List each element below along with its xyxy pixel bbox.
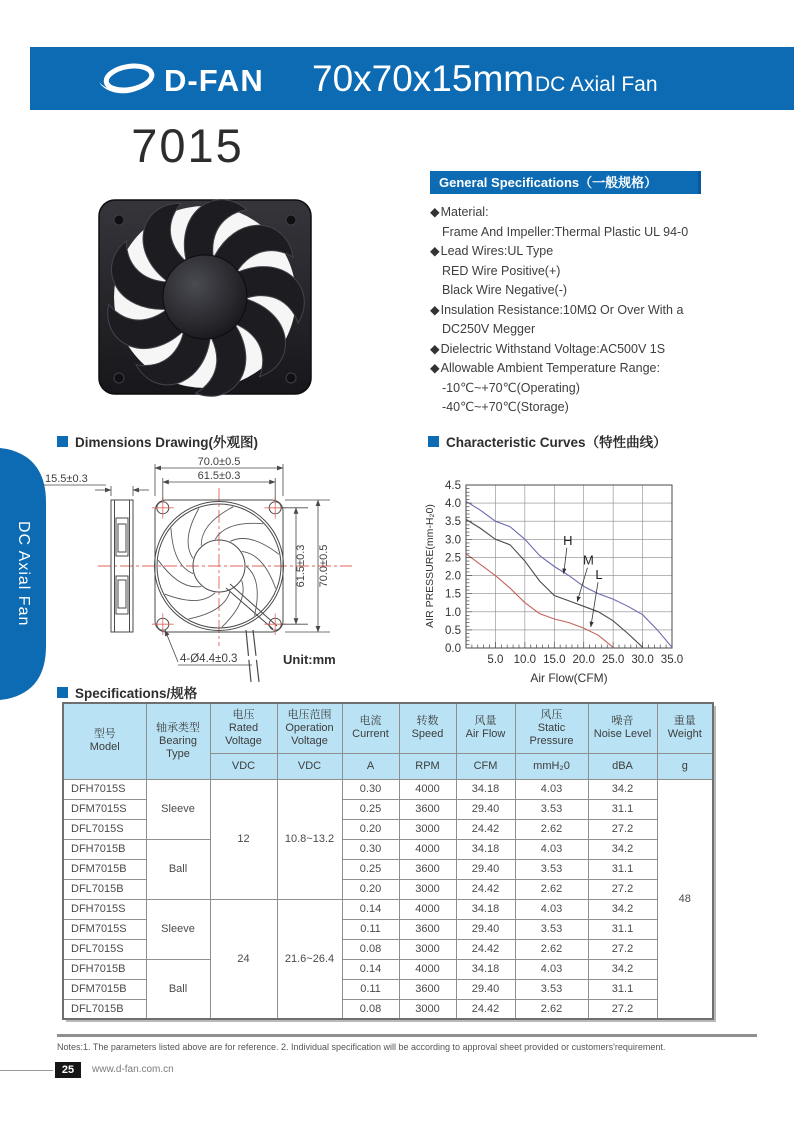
- speed-cell: 4000: [399, 899, 456, 919]
- current-cell: 0.25: [342, 859, 399, 879]
- dimensions-section-title: Dimensions Drawing(外观图): [75, 435, 259, 450]
- svg-text:2.0: 2.0: [445, 570, 461, 583]
- spec-line: ◆Dielectric Withstand Voltage:AC500V 1S: [430, 341, 666, 356]
- bearing-cell: Sleeve: [146, 899, 210, 959]
- blue-square-icon: [428, 436, 439, 447]
- general-specs-list: [430, 203, 788, 418]
- airflow-cell: 34.18: [456, 779, 515, 799]
- spec-line: Frame And Impeller:Thermal Plastic UL 94-0: [442, 224, 689, 239]
- col-header-bearing-type: 轴承类型 Bearing Type: [146, 703, 210, 779]
- model-cell: DFM7015B: [63, 979, 146, 999]
- operation-voltage-cell: 21.6~26.4: [277, 899, 342, 1019]
- speed-cell: 3600: [399, 919, 456, 939]
- curves-section-header: [428, 431, 667, 451]
- col-unit: VDC: [277, 753, 342, 779]
- bearing-cell: Ball: [146, 839, 210, 899]
- current-cell: 0.20: [342, 879, 399, 899]
- spec-table: [62, 702, 714, 1020]
- svg-text:2.5: 2.5: [445, 552, 461, 565]
- svg-text:4.0: 4.0: [445, 498, 461, 511]
- noise-cell: 27.2: [588, 819, 657, 839]
- current-cell: 0.20: [342, 819, 399, 839]
- svg-text:4.5: 4.5: [445, 480, 461, 492]
- spec-line: DC250V Megger: [442, 322, 536, 336]
- bearing-cell: Ball: [146, 959, 210, 1019]
- speed-cell: 3600: [399, 859, 456, 879]
- side-tab-label: DC Axial Fan: [15, 521, 32, 627]
- noise-cell: 34.2: [588, 839, 657, 859]
- page-number-badge: 25: [55, 1062, 81, 1078]
- airflow-cell: 24.42: [456, 999, 515, 1019]
- noise-cell: 31.1: [588, 919, 657, 939]
- current-cell: 0.14: [342, 899, 399, 919]
- current-cell: 0.30: [342, 839, 399, 859]
- col-unit: VDC: [210, 753, 277, 779]
- model-cell: DFM7015S: [63, 799, 146, 819]
- noise-cell: 31.1: [588, 979, 657, 999]
- noise-cell: 31.1: [588, 799, 657, 819]
- col-unit: RPM: [399, 753, 456, 779]
- model-cell: DFL7015B: [63, 879, 146, 899]
- curve-chart-svg: [420, 460, 780, 690]
- lead-wires: [246, 630, 259, 682]
- blue-square-icon: [57, 687, 68, 698]
- screw-hole: [114, 215, 124, 225]
- svg-text:20.0: 20.0: [572, 654, 595, 666]
- spec-line: -10℃~+70℃(Operating): [442, 380, 580, 395]
- curves-section-title: Characteristic Curves（特性曲线）: [446, 435, 667, 450]
- model-cell: DFM7015S: [63, 919, 146, 939]
- speed-cell: 3000: [399, 879, 456, 899]
- weight-cell: 48: [657, 779, 713, 1019]
- col-header-speed: 转数 Speed: [399, 703, 456, 753]
- fan-hub: [163, 255, 247, 339]
- rated-voltage-cell: 24: [210, 899, 277, 1019]
- current-cell: 0.25: [342, 799, 399, 819]
- pressure-cell: 3.53: [515, 859, 588, 879]
- col-unit: mmH₂0: [515, 753, 588, 779]
- model-cell: DFH7015B: [63, 959, 146, 979]
- rated-voltage-cell: 12: [210, 779, 277, 899]
- operation-voltage-cell: 10.8~13.2: [277, 779, 342, 899]
- airflow-cell: 34.18: [456, 959, 515, 979]
- noise-cell: 31.1: [588, 859, 657, 879]
- col-header-operation-voltage: 电压范围 Operation Voltage: [277, 703, 342, 753]
- svg-text:10.0: 10.0: [513, 654, 537, 666]
- chart-curve-labels: [563, 533, 603, 627]
- col-unit: g: [657, 753, 713, 779]
- chart-series: [466, 501, 672, 647]
- pressure-cell: 3.53: [515, 979, 588, 999]
- curve-H: [466, 501, 672, 647]
- current-cell: 0.08: [342, 939, 399, 959]
- airflow-cell: 24.42: [456, 879, 515, 899]
- chart-grid: [466, 485, 672, 648]
- col-header-weight: 重量 Weight: [657, 703, 713, 753]
- pressure-cell: 4.03: [515, 779, 588, 799]
- speed-cell: 3000: [399, 999, 456, 1019]
- noise-cell: 27.2: [588, 999, 657, 1019]
- model-cell: DFL7015S: [63, 819, 146, 839]
- noise-cell: 27.2: [588, 939, 657, 959]
- spec-table-head: [63, 703, 713, 779]
- bearing-cell: Sleeve: [146, 779, 210, 839]
- dimensions-drawing: [40, 452, 410, 687]
- pressure-cell: 2.62: [515, 879, 588, 899]
- blue-square-icon: [57, 436, 68, 447]
- curve-label-M: M: [583, 552, 594, 568]
- spec-line: RED Wire Positive(+): [442, 263, 561, 278]
- current-cell: 0.11: [342, 919, 399, 939]
- col-header-rated-voltage: 电压 Rated Voltage: [210, 703, 277, 753]
- spec-line: ◆Material:: [430, 205, 489, 219]
- noise-cell: 34.2: [588, 779, 657, 799]
- current-cell: 0.11: [342, 979, 399, 999]
- airflow-cell: 29.40: [456, 799, 515, 819]
- footer-line: [0, 1070, 53, 1071]
- notes-divider: [57, 1034, 757, 1037]
- dim-hole-pitch-h: 61.5±0.3: [197, 470, 241, 482]
- airflow-cell: 34.18: [456, 839, 515, 859]
- spec-line: ◆Lead Wires:UL Type: [430, 244, 554, 258]
- model-cell: DFL7015B: [63, 999, 146, 1019]
- dim-outer-height: 70.0±0.5: [318, 544, 330, 588]
- noise-cell: 27.2: [588, 879, 657, 899]
- dim-hole-pitch-v: 61.5±0.3: [295, 544, 307, 588]
- chart-xlabel: Air Flow(CFM): [530, 671, 608, 685]
- svg-text:0.5: 0.5: [445, 624, 461, 637]
- spec-line: -40℃~+70℃(Storage): [442, 400, 569, 414]
- spec-line: Black Wire Negative(-): [442, 283, 568, 297]
- current-cell: 0.14: [342, 959, 399, 979]
- dfan-logo-icon: [96, 60, 158, 98]
- spec-line: ◆Insulation Resistance:10MΩ Or Over With a: [430, 302, 684, 317]
- spec-line: ◆Allowable Ambient Temperature Range:: [430, 361, 660, 375]
- website-url: www.d-fan.com.cn: [92, 1064, 174, 1075]
- spec-row: [63, 839, 713, 859]
- pressure-cell: 2.62: [515, 999, 588, 1019]
- svg-text:0.0: 0.0: [445, 643, 461, 655]
- dimension-lines: [43, 464, 330, 665]
- specs-section-title: Specifications/规格: [75, 686, 198, 701]
- diamond-bullet-icon: ◆: [430, 244, 440, 258]
- speed-cell: 3600: [399, 799, 456, 819]
- notes-text: Notes:1. The parameters listed above are for reference. 2. Individual specification will be according to approval sheet provided or customers'requirement.: [57, 1042, 666, 1052]
- svg-text:1.5: 1.5: [445, 588, 461, 601]
- speed-cell: 3000: [399, 819, 456, 839]
- diamond-bullet-icon: ◆: [430, 205, 440, 219]
- col-unit: dBA: [588, 753, 657, 779]
- svg-text:15.0: 15.0: [543, 654, 566, 666]
- spec-table-wrap: [62, 702, 714, 1020]
- pressure-cell: 4.03: [515, 959, 588, 979]
- col-header-static-pressure: 风压 Static Pressure: [515, 703, 588, 753]
- specs-section-header: [57, 682, 197, 702]
- svg-text:30.0: 30.0: [631, 654, 654, 666]
- pressure-cell: 3.53: [515, 799, 588, 819]
- current-cell: 0.30: [342, 779, 399, 799]
- col-header-model: 型号 Model: [63, 703, 146, 779]
- spec-table-body: [63, 779, 713, 1019]
- pressure-cell: 4.03: [515, 839, 588, 859]
- diamond-bullet-icon: ◆: [430, 341, 440, 356]
- airflow-cell: 24.42: [456, 819, 515, 839]
- noise-cell: 34.2: [588, 959, 657, 979]
- spec-row: [63, 959, 713, 979]
- fan-product-photo: [85, 194, 325, 399]
- product-type-title: DC Axial Fan: [535, 73, 658, 96]
- header-row-main: [63, 703, 713, 753]
- speed-cell: 3600: [399, 979, 456, 999]
- spec-row: [63, 779, 713, 799]
- header-bar: [30, 47, 794, 110]
- col-header-noise-level: 噪音 Noise Level: [588, 703, 657, 753]
- model-cell: DFH7015S: [63, 899, 146, 919]
- general-specs-title: General Specifications（一般规格）: [430, 171, 701, 194]
- curve-label-L: L: [595, 567, 603, 583]
- noise-cell: 34.2: [588, 899, 657, 919]
- col-header-current: 电流 Current: [342, 703, 399, 753]
- unit-label: Unit:mm: [283, 652, 336, 667]
- pressure-cell: 2.62: [515, 939, 588, 959]
- pressure-cell: 4.03: [515, 899, 588, 919]
- dim-thickness: 15.5±0.3: [45, 473, 88, 485]
- svg-text:25.0: 25.0: [601, 654, 625, 666]
- col-header-air-flow: 风量 Air Flow: [456, 703, 515, 753]
- svg-text:3.5: 3.5: [445, 516, 461, 529]
- model-cell: DFL7015S: [63, 939, 146, 959]
- airflow-cell: 29.40: [456, 979, 515, 999]
- svg-text:5.0: 5.0: [487, 654, 504, 666]
- airflow-cell: 29.40: [456, 859, 515, 879]
- current-cell: 0.08: [342, 999, 399, 1019]
- svg-text:1.0: 1.0: [445, 606, 461, 619]
- screw-hole: [286, 373, 296, 383]
- screw-hole: [286, 215, 296, 225]
- speed-cell: 4000: [399, 779, 456, 799]
- dimensions-section-header: [57, 431, 258, 451]
- spec-row: [63, 899, 713, 919]
- curve-L: [466, 554, 613, 648]
- speed-cell: 3000: [399, 939, 456, 959]
- pressure-cell: 2.62: [515, 819, 588, 839]
- dim-holes: 4-Ø4.4±0.3: [180, 653, 238, 665]
- speed-cell: 4000: [399, 959, 456, 979]
- svg-text:3.0: 3.0: [445, 534, 461, 547]
- col-unit: CFM: [456, 753, 515, 779]
- model-cell: DFH7015S: [63, 779, 146, 799]
- model-cell: DFH7015B: [63, 839, 146, 859]
- general-specs-panel: [430, 171, 788, 418]
- curve-label-H: H: [563, 532, 573, 548]
- airflow-cell: 29.40: [456, 919, 515, 939]
- brand-text: D-FAN: [164, 63, 264, 98]
- airflow-cell: 24.42: [456, 939, 515, 959]
- speed-cell: 4000: [399, 839, 456, 859]
- svg-text:35.0: 35.0: [660, 654, 684, 666]
- size-title: 70x70x15mm: [312, 58, 535, 99]
- pressure-cell: 3.53: [515, 919, 588, 939]
- diamond-bullet-icon: ◆: [430, 361, 440, 375]
- screw-hole: [114, 373, 124, 383]
- diamond-bullet-icon: ◆: [430, 302, 440, 317]
- model-number-title: 7015: [131, 119, 244, 172]
- chart-ylabel: AIR PRESSURE(mm-H₂0): [424, 504, 436, 628]
- dim-outer-width: 70.0±0.5: [197, 456, 241, 468]
- model-cell: DFM7015B: [63, 859, 146, 879]
- airflow-cell: 34.18: [456, 899, 515, 919]
- col-unit: A: [342, 753, 399, 779]
